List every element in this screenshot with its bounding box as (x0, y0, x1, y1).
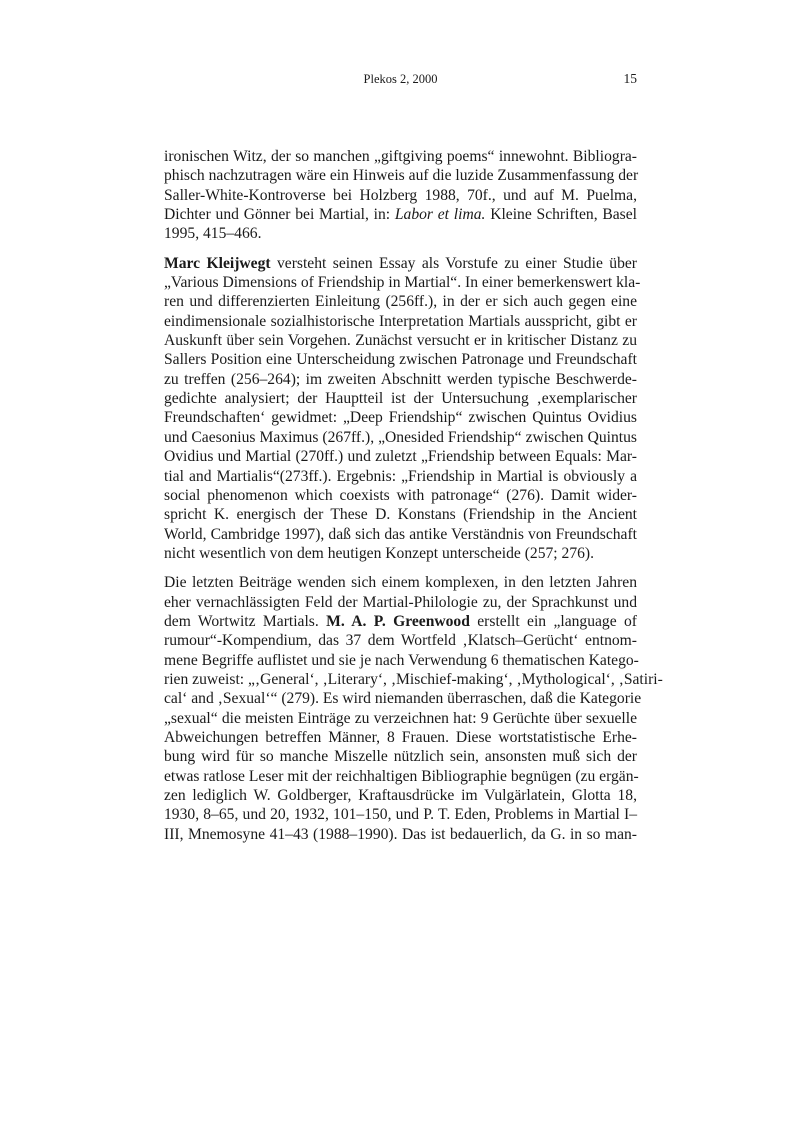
text-line: zen lediglich W. Goldberger, Kraftausdrücke im Vulgärlatein, Glotta 18, (164, 787, 637, 804)
text-line: „sexual“ die meisten Einträge zu verzeichnen hat: 9 Gerüchte über sexuelle (164, 709, 637, 727)
text-segment: Dichter und Gönner bei Martial, in: (164, 206, 395, 224)
text-segment: Kleine Schriften, Basel (485, 206, 638, 224)
text-line (164, 612, 637, 631)
text-line: gedichte analysiert; der Hauptteil ist der Untersuchung ‚exemplarischer (164, 390, 637, 408)
text-line: zu treffen (256–264); im zweiten Abschnitt werden typische Beschwerde- (164, 370, 637, 388)
text-line: tial and Martialis“(273ff.). Ergebnis: „Friendship in Martial is obviously a (164, 467, 637, 485)
italic-title: Labor et lima. (394, 206, 486, 224)
text-line: ironischen Witz, der so manchen „giftgiving poems“ innewohnt. Bibliogra- (164, 148, 637, 165)
text-line: 1930, 8–65, und 20, 1932, 101–150, und P. T. Eden, Problems in Martial I– (164, 806, 637, 824)
running-title: Plekos 2, 2000 (363, 72, 438, 86)
text-line: Sallers Position eine Unterscheidung zwischen Patronage und Freundschaft (164, 351, 637, 369)
paragraph (164, 254, 641, 564)
text-segment: dem Wortwitz Martials. (164, 612, 327, 630)
text-line: cal‘ and ‚Sexual‘“ (279). Es wird niemanden überraschen, daß die Kategorie (164, 690, 642, 708)
body-text (164, 147, 663, 854)
text-line: social phenomenon which coexists with patronage“ (276). Damit wider- (164, 486, 637, 504)
text-line: nicht wesentlich von dem heutigen Konzept unterscheide (257; 276). (164, 544, 595, 562)
text-line: Freundschaften‘ gewidmet: „Deep Friendship“ zwischen Quintus Ovidius (164, 409, 637, 427)
running-head (164, 72, 637, 90)
text-line: Abweichungen betreffen Männer, 8 Frauen. Diese wortstatistische Erhe- (164, 728, 637, 746)
text-line: ren und differenzierten Einleitung (256ff.), in der er sich auch gegen eine (164, 293, 637, 311)
text-line: Saller-White-Kontroverse bei Holzberg 1988, 70f., und auf M. Puelma, (164, 186, 637, 204)
text-segment: versteht seinen Essay als Vorstufe zu einer Studie über (270, 254, 637, 272)
text-line: Ovidius und Martial (270ff.) und zuletzt „Friendship between Equals: Mar- (164, 448, 637, 466)
text-line: phisch nachzutragen wäre ein Hinweis auf die luzide Zusammenfassung der (164, 167, 639, 185)
text-line (164, 205, 637, 224)
paragraph (164, 147, 637, 244)
text-line (164, 254, 637, 273)
text-line: bung wird für so manche Miszelle nützlich sein, ansonsten muß sich der (164, 748, 637, 766)
text-line: eindimensionale sozialhistorische Interpretation Martials ausspricht, gibt er (164, 312, 637, 330)
text-line: 1995, 415–466. (164, 225, 262, 243)
text-line: rumour“-Kompendium, das 37 dem Wortfeld ‚Klatsch–Gerücht‘ entnom- (164, 632, 637, 650)
page-number: 15 (623, 71, 637, 86)
text-line: und Caesonius Maximus (267ff.), „Onesided Friendship“ zwischen Quintus (164, 428, 637, 446)
text-line: Auskunft über sein Vorgehen. Zunächst versucht er in kritischer Distanz zu (164, 332, 637, 350)
text-line: World, Cambridge 1997), daß sich das antike Verständnis von Freundschaft (164, 525, 637, 543)
text-line: Die letzten Beiträge wenden sich einem komplexen, in den letzten Jahren (164, 574, 637, 592)
text-line: III, Mnemosyne 41–43 (1988–1990). Das ist bedauerlich, da G. in so man- (164, 825, 637, 843)
text-line: rien zuweist: „‚General‘, ‚Literary‘, ‚Mischief-making‘, ‚Mythological‘, ‚Satiri- (164, 670, 663, 688)
text-line: spricht K. energisch der These D. Konstans (Friendship in the Ancient (164, 506, 637, 524)
text-line: etwas ratlose Leser mit der reichhaltigen Bibliographie begnügen (zu ergän- (164, 767, 639, 785)
author-name: Marc Kleijwegt (164, 254, 271, 272)
text-segment: erstellt ein „language of (469, 612, 637, 630)
text-line: mene Begriffe auflistet und sie je nach Verwendung 6 thematischen Katego- (164, 651, 639, 669)
text-line: eher vernachlässigten Feld der Martial-Philologie zu, der Sprachkunst und (164, 593, 637, 611)
paragraph (164, 573, 663, 844)
author-name: M. A. P. Greenwood (326, 612, 470, 630)
text-line: „Various Dimensions of Friendship in Martial“. In einer bemerkenswert kla- (164, 274, 641, 292)
